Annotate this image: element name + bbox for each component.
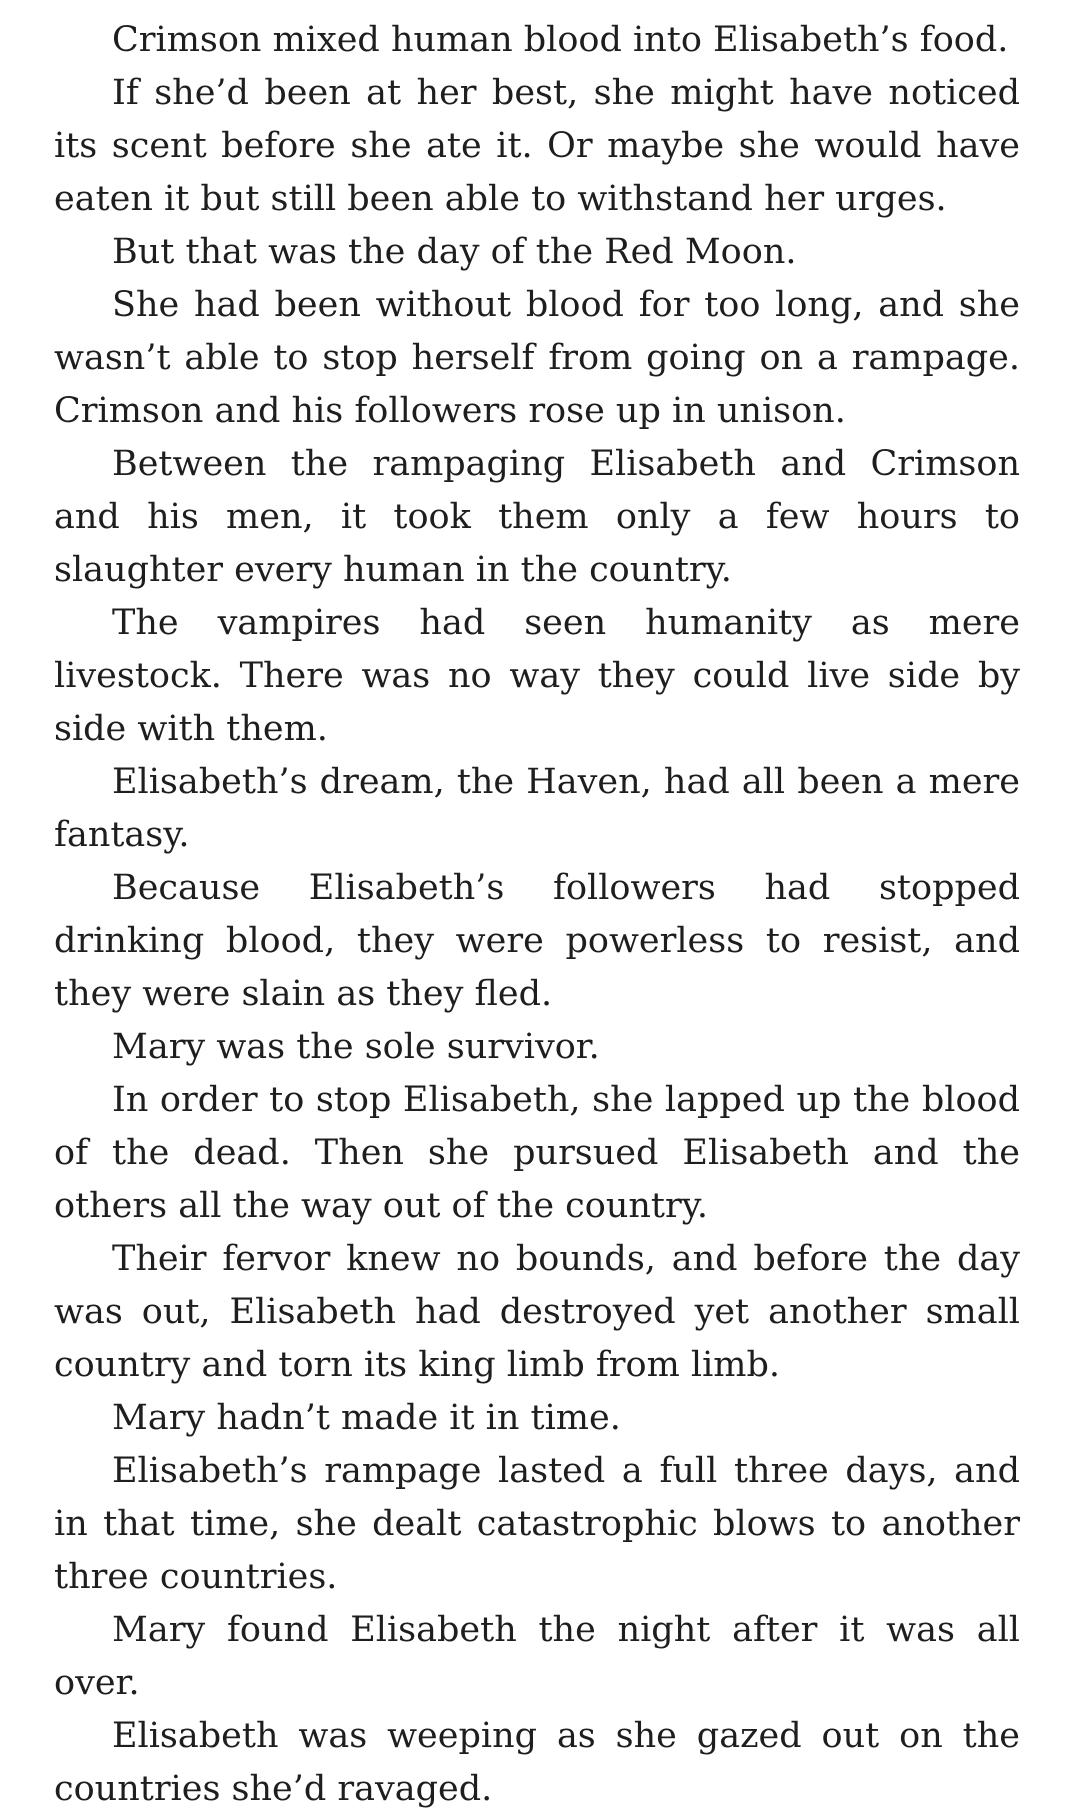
paragraph: But that was the day of the Red Moon. (112, 232, 797, 272)
paragraph: Between the rampaging Elisabeth and Crimson and his men, it took them only a few hours to slaughter every human in the country. (54, 444, 1020, 590)
paragraph: If she’d been at her best, she might have noticed its scent before she ate it. Or maybe she would have eaten it but still been able to withstand her urges. (54, 73, 1020, 219)
paragraph: Crimson mixed human blood into Elisabeth’s food. (112, 20, 1009, 60)
paragraph: Their fervor knew no bounds, and before the day was out, Elisabeth had destroyed yet another small country and torn its king limb from limb. (54, 1239, 1020, 1385)
paragraph: Mary found Elisabeth the night after it was all over. (54, 1610, 1020, 1703)
paragraph: In order to stop Elisabeth, she lapped up the blood of the dead. Then she pursued Elisabeth and the others all the way out of the country. (54, 1080, 1020, 1226)
paragraph: Because Elisabeth’s followers had stopped drinking blood, they were powerless to resist, and they were slain as they fled. (54, 868, 1020, 1014)
paragraph: The vampires had seen humanity as mere livestock. There was no way they could live side by side with them. (54, 603, 1020, 749)
paragraph: Elisabeth was weeping as she gazed out on the countries she’d ravaged. (54, 1716, 1020, 1809)
reader-page[interactable] (54, 14, 1020, 1816)
paragraph: She had been without blood for too long, and she wasn’t able to stop herself from going on a rampage. Crimson and his followers rose up in unison. (54, 285, 1020, 431)
paragraph: Elisabeth’s rampage lasted a full three days, and in that time, she dealt catastrophic blows to another three countries. (54, 1451, 1020, 1597)
paragraph: Mary was the sole survivor. (112, 1027, 600, 1067)
paragraph: Elisabeth’s dream, the Haven, had all been a mere fantasy. (54, 762, 1020, 855)
paragraph: Mary hadn’t made it in time. (112, 1398, 621, 1438)
